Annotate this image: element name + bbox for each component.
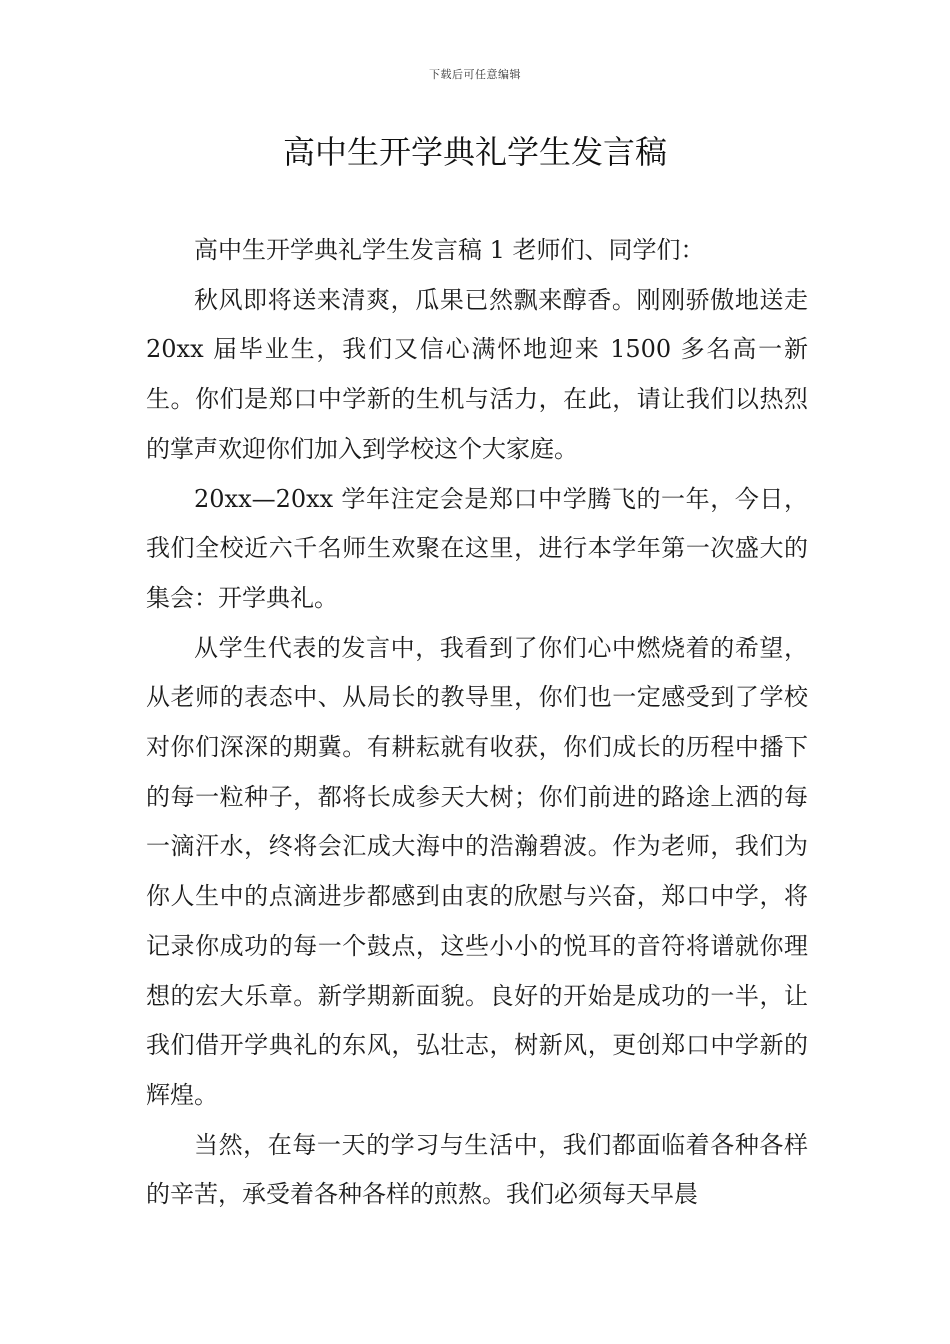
document-body — [146, 226, 808, 1220]
paragraph-5: 当然，在每一天的学习与生活中，我们都面临着各种各样的辛苦，承受着各种各样的煎熬。我们必须每天早晨 — [146, 1130, 808, 1209]
document-title: 高中生开学典礼学生发言稿 — [282, 133, 667, 171]
header-note: 下载后可任意编辑 — [429, 68, 521, 81]
paragraph-1: 高中生开学典礼学生发言稿 1 老师们、同学们： — [194, 236, 705, 264]
paragraph-3: 20xx—20xx 学年注定会是郑口中学腾飞的一年，今日，我们全校近六千名师生欢聚在这里，进行本学年第一次盛大的集会：开学典礼。 — [146, 484, 808, 612]
paragraph-2: 秋风即将送来清爽，瓜果已然飘来醇香。刚刚骄傲地送走 20xx 届毕业生，我们又信心满怀地迎来 1500 多名高一新生。你们是郑口中学新的生机与活力，在此，请让我们以热烈的掌声欢迎你们加入到学校这个大家庭。 — [146, 285, 808, 463]
paragraph-4: 从学生代表的发言中，我看到了你们心中燃烧着的希望，从老师的表态中、从局长的教导里，你们也一定感受到了学校对你们深深的期冀。有耕耘就有收获，你们成长的历程中播下的每一粒种子，都将长成参天大树；你们前进的路途上洒的每一滴汗水，终将会汇成大海中的浩瀚碧波。作为老师，我们为你人生中的点滴进步都感到由衷的欣慰与兴奋，郑口中学，将记录你成功的每一个鼓点，这些小小的悦耳的音符将谱就你理想的宏大乐章。新学期新面貌。良好的开始是成功的一半，让我们借开学典礼的东风，弘壮志，树新风，更创郑口中学新的辉煌。 — [146, 633, 808, 1109]
